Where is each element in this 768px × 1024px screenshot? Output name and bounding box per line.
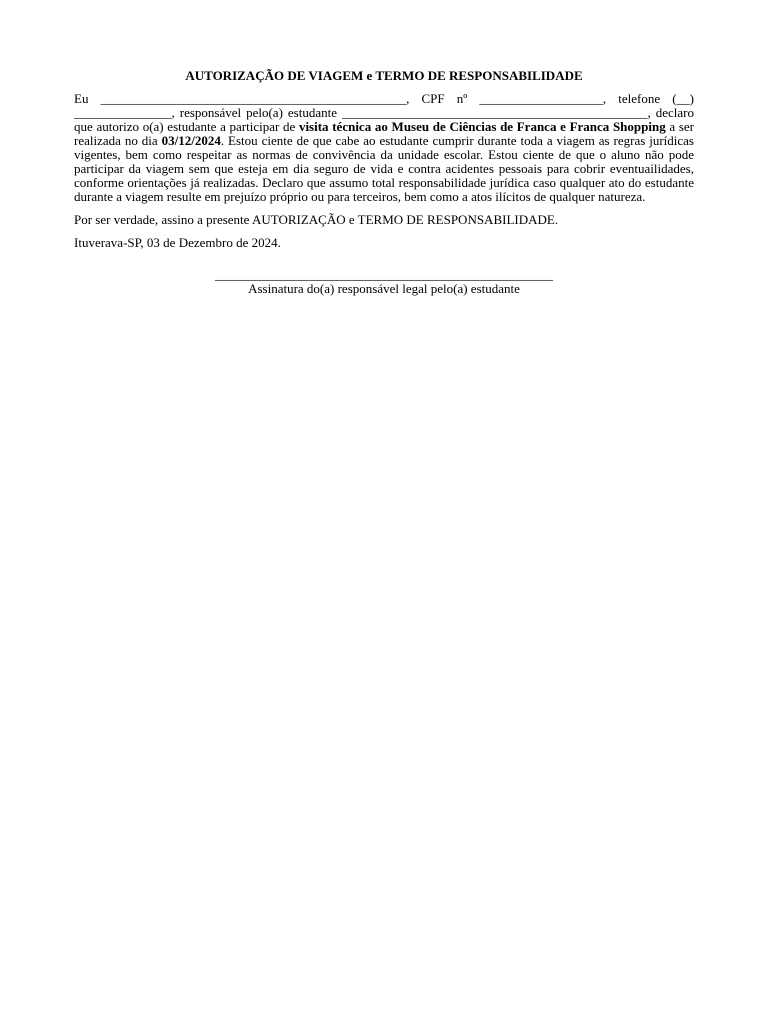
event-date: 03/12/2024 [161, 133, 221, 148]
event-name: visita técnica ao Museu de Ciências de Franca e Franca Shopping [298, 119, 666, 134]
blank-area-code: (__) [672, 91, 694, 106]
blank-student-name: _______________________________________________, [341, 105, 651, 120]
text-telefone: telefone [618, 91, 661, 106]
document-page [74, 68, 694, 296]
text-declaro: declaro [655, 105, 694, 120]
text-number-sign: nº [456, 91, 468, 106]
text-eu: Eu [74, 91, 89, 106]
body-part-2: a ser realizada no dia [74, 119, 694, 148]
signature-caption: Assinatura do(a) responsável legal pelo(a) estudante [248, 281, 520, 296]
place-and-date: Ituverava-SP, 03 de Dezembro de 2024. [74, 235, 281, 250]
document-title: AUTORIZAÇÃO DE VIAGEM e TERMO DE RESPONSABILIDADE [185, 68, 583, 83]
blank-phone: _______________, [74, 105, 175, 120]
body-part-3: . Estou ciente de que cabe ao estudante cumprir durante toda a viagem as regras jurídicas vigentes, bem como respeitar as normas de convivência da unidade escolar. Estou ciente de que o aluno não pode participar da viagem sem que esteja em dia seguro de vida e contra acidentes pessoais para cobrir eventuailidades, conforme orientações já realizadas. Declaro que assumo total responsabilidade jurídica caso qualquer ato do estudante durante a viagem resulte em prejuízo próprio ou para terceiros, bem como a atos ilícitos de qualquer natureza. [74, 133, 694, 204]
identification-line-2 [74, 106, 694, 120]
blank-guardian-name: _______________________________________________, [100, 91, 410, 106]
text-cpf: CPF [421, 91, 445, 106]
signature-block [74, 268, 694, 296]
identification-line-1 [74, 92, 694, 106]
text-estudante: estudante [287, 105, 337, 120]
authorization-body [74, 120, 694, 204]
blank-cpf: ___________________, [479, 91, 607, 106]
body-part-1: que autorizo o(a) estudante a participar de [74, 119, 299, 134]
statement: Por ser verdade, assino a presente AUTORIZAÇÃO e TERMO DE RESPONSABILIDADE. [74, 212, 559, 227]
text-pelo: pelo(a) [246, 105, 283, 120]
text-responsavel: responsável [179, 105, 242, 120]
signature-line: ____________________________________________________ [215, 268, 553, 282]
